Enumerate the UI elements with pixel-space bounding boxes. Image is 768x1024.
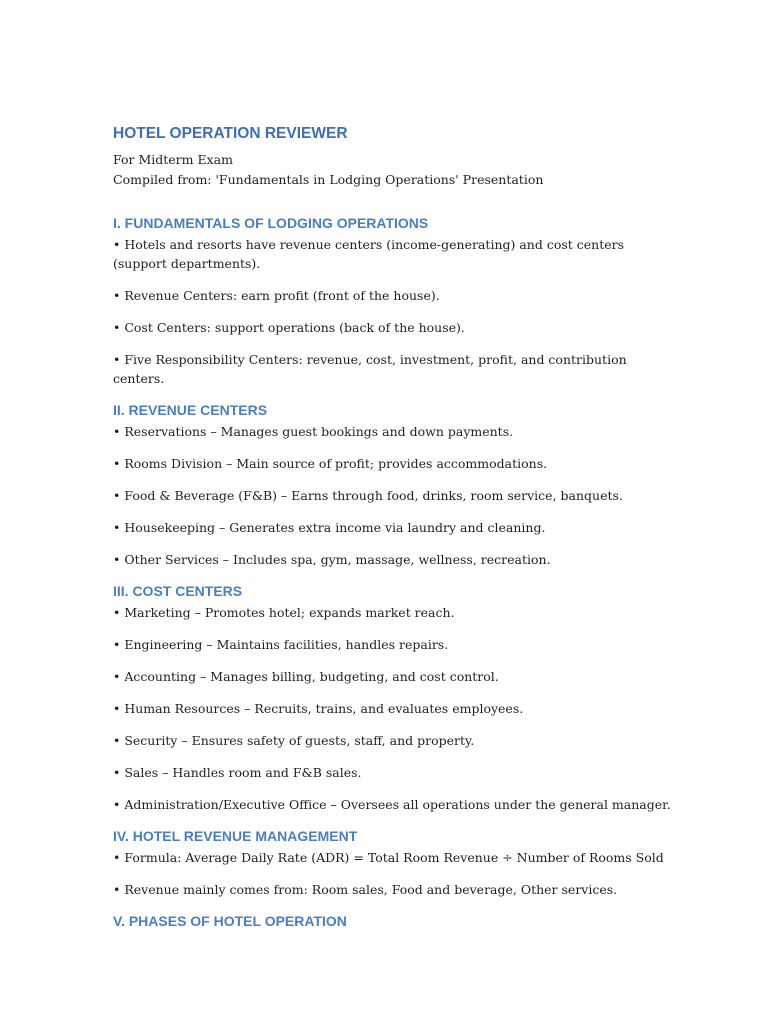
section-fundamentals xyxy=(113,213,673,388)
list-item: • Rooms Division – Main source of profit; provides accommodations. xyxy=(113,456,548,471)
section-cost-centers xyxy=(113,581,673,814)
section-heading: III. COST CENTERS xyxy=(113,583,243,599)
list-item: • Sales – Handles room and F&B sales. xyxy=(113,765,362,780)
list-item: • Revenue Centers: earn profit (front of the house). xyxy=(113,288,440,303)
section-phases xyxy=(113,911,673,931)
list-item: • Cost Centers: support operations (back of the house). xyxy=(113,320,465,335)
list-item: • Administration/Executive Office – Oversees all operations under the general manager. xyxy=(113,797,671,812)
list-item: • Marketing – Promotes hotel; expands market reach. xyxy=(113,605,455,620)
list-item: • Accounting – Manages billing, budgeting, and cost control. xyxy=(113,669,499,684)
section-heading: I. FUNDAMENTALS OF LODGING OPERATIONS xyxy=(113,215,429,231)
list-item: • Revenue mainly comes from: Room sales, Food and beverage, Other services. xyxy=(113,882,618,897)
document-title: HOTEL OPERATION REVIEWER xyxy=(113,125,348,142)
document-page xyxy=(113,124,673,931)
section-heading: V. PHASES OF HOTEL OPERATION xyxy=(113,913,347,929)
list-item: • Reservations – Manages guest bookings and down payments. xyxy=(113,424,514,439)
list-item: • Food & Beverage (F&B) – Earns through food, drinks, room service, banquets. xyxy=(113,488,623,503)
section-heading: II. REVENUE CENTERS xyxy=(113,402,268,418)
list-item: • Hotels and resorts have revenue centers (income-generating) and cost centers (support departments). xyxy=(113,237,625,271)
list-item: • Five Responsibility Centers: revenue, cost, investment, profit, and contribution centers. xyxy=(113,352,627,386)
section-heading: IV. HOTEL REVENUE MANAGEMENT xyxy=(113,828,358,844)
list-item: • Formula: Average Daily Rate (ADR) = Total Room Revenue ÷ Number of Rooms Sold xyxy=(113,850,664,865)
list-item: • Housekeeping – Generates extra income via laundry and cleaning. xyxy=(113,520,546,535)
section-revenue-management xyxy=(113,826,673,899)
section-revenue-centers xyxy=(113,400,673,569)
list-item: • Human Resources – Recruits, trains, and evaluates employees. xyxy=(113,701,524,716)
document-subtitle: For Midterm Exam xyxy=(113,152,233,167)
document-source: Compiled from: 'Fundamentals in Lodging Operations' Presentation xyxy=(113,172,544,187)
list-item: • Security – Ensures safety of guests, staff, and property. xyxy=(113,733,475,748)
list-item: • Other Services – Includes spa, gym, massage, wellness, recreation. xyxy=(113,552,551,567)
list-item: • Engineering – Maintains facilities, handles repairs. xyxy=(113,637,449,652)
